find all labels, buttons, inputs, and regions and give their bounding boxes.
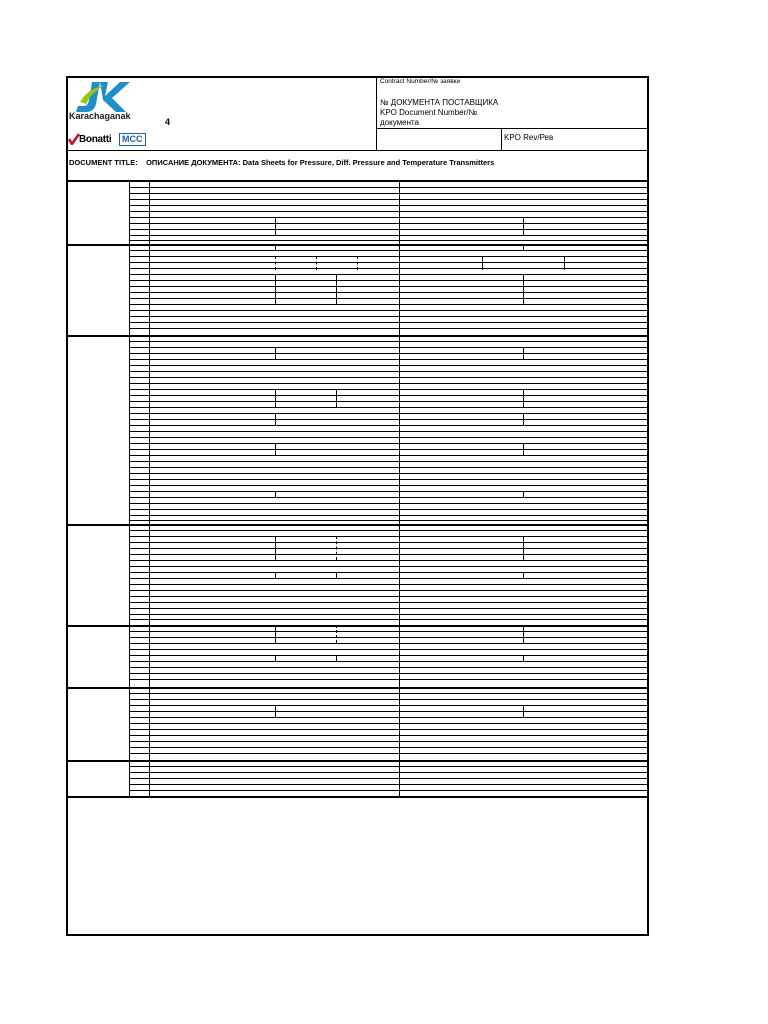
grid-row-line [129,347,648,348]
grid-row-line [129,443,648,444]
grid-column-line [275,274,276,304]
grid-column-line [275,256,276,270]
grid-row-line [129,286,648,287]
grid-row-line [129,717,648,718]
grid-row-line [129,566,648,567]
grid-row-line [129,353,648,354]
revision-number: 4 [165,117,171,127]
grid-column-line [523,217,524,235]
grid-row-line [129,503,648,504]
grid-column-line [482,256,483,270]
grid-row-line [129,619,648,620]
grid-column-line [523,572,524,578]
grid-row-line [129,655,648,656]
grid-row-line [129,223,648,224]
grid-column-line [275,413,276,425]
grid-row-line [129,413,648,414]
grid-column-line [336,536,337,560]
grid-column-line [523,536,524,560]
grid-row-line [129,766,648,767]
grid-row-line [129,602,648,603]
grid-column-line [275,347,276,359]
grid-row-line [129,310,648,311]
grid-row-line [129,608,648,609]
grid-row-line [129,747,648,748]
grid-row-line [129,304,648,305]
contractor-name: Bonatti [79,134,112,145]
grid-column-line [316,256,317,270]
grid-row-line [129,643,648,644]
grid-row-line [129,631,648,632]
grid-row-line [129,536,648,537]
grid-row-line [129,389,648,390]
grid-row-line [129,431,648,432]
grid-row-line [129,205,648,206]
grid-row-line [129,590,648,591]
grid-column-line [523,413,524,425]
grid-row-line [129,753,648,754]
grid-column-line [275,217,276,235]
grid-column-line [523,347,524,359]
grid-row-line [67,244,648,246]
grid-row-line [129,584,648,585]
grid-row-line [129,419,648,420]
grid-row-line [129,554,648,555]
grid-column-line [376,77,377,150]
grid-column-line [523,705,524,717]
grid-row-line [129,735,648,736]
grid-row-line [129,262,648,263]
grid-row-line [129,667,648,668]
grid-row-line [129,256,648,257]
grid-column-line [275,572,276,578]
grid-row-line [129,741,648,742]
grid-row-line [129,292,648,293]
grid-row-line [129,328,648,329]
grid-row-line [129,491,648,492]
grid-row-line [129,790,648,791]
grid-row-line [129,449,648,450]
grid-row-line [129,515,648,516]
grid-column-line [523,274,524,304]
grid-row-line [129,679,648,680]
grid-row-line [129,341,648,342]
grid-row-line [129,693,648,694]
grid-row-line [129,274,648,275]
grid-row-line [129,729,648,730]
grid-column-line [357,256,358,270]
grid-column-line [523,389,524,407]
grid-row-line [376,128,648,129]
grid-row-line [67,760,648,762]
grid-row-line [129,542,648,543]
grid-row-line [129,437,648,438]
grid-row-line [129,637,648,638]
grid-row-line [129,560,648,561]
grid-row-line [67,150,648,151]
grid-column-line [564,256,565,270]
grid-column-line [336,389,337,407]
grid-row-line [129,473,648,474]
grid-row-line [129,572,648,573]
grid-row-line [129,235,648,236]
grid-column-line [275,244,276,250]
grid-column-line [336,625,337,643]
grid-row-line [129,461,648,462]
grid-row-line [129,596,648,597]
grid-row-line [129,365,648,366]
grid-row-line [129,723,648,724]
grid-column-line [523,655,524,661]
grid-row-line [129,711,648,712]
grid-row-line [129,371,648,372]
grid-row-line [129,377,648,378]
grid-row-line [67,180,648,182]
grid-column-line [275,625,276,643]
grid-column-line [275,655,276,661]
grid-column-line [336,655,337,661]
grid-column-line [275,491,276,497]
grid-column-line [275,389,276,407]
grid-row-line [129,280,648,281]
grid-row-line [129,530,648,531]
grid-row-line [129,240,648,241]
grid-row-line [129,784,648,785]
grid-row-line [129,359,648,360]
grid-row-line [129,250,648,251]
kpo-doc-label: KPO Document Number/№ [380,108,478,117]
grid-row-line [129,322,648,323]
grid-column-line [523,491,524,497]
grid-row-line [129,401,648,402]
grid-row-line [129,187,648,188]
grid-row-line [129,649,648,650]
grid-row-line [129,578,648,579]
grid-row-line [129,199,648,200]
grid-column-line [523,244,524,250]
company-name: Karachaganak [69,111,131,121]
grid-row-line [129,520,648,521]
grid-row-line [67,335,648,337]
grid-row-line [129,497,648,498]
grid-row-line [129,217,648,218]
grid-row-line [129,383,648,384]
document-title-label: DOCUMENT TITLE: [69,158,138,167]
grid-row-line [129,509,648,510]
grid-row-line [129,211,648,212]
vendor-doc-label: № ДОКУМЕНТА ПОСТАВЩИКА [380,98,499,107]
document-title [69,158,494,167]
grid-row-line [129,268,648,269]
grid-row-line [129,772,648,773]
contractor-badge: MCC [119,133,146,146]
grid-row-line [129,425,648,426]
grid-row-line [129,699,648,700]
grid-column-line [523,625,524,643]
grid-row-line [129,467,648,468]
grid-column-line [523,443,524,455]
grid-row-line [129,193,648,194]
grid-row-line [129,395,648,396]
grid-column-line [275,536,276,560]
grid-row-line [129,316,648,317]
grid-row-line [67,524,648,526]
grid-row-line [129,673,648,674]
grid-row-line [129,705,648,706]
grid-row-line [129,407,648,408]
grid-row-line [129,485,648,486]
grid-row-line [67,796,648,798]
grid-row-line [129,229,648,230]
grid-row-line [67,625,648,627]
grid-column-line [501,128,502,150]
grid-row-line [129,298,648,299]
kpo-doc-label-2: документа [380,118,420,127]
grid-column-line [336,274,337,304]
grid-row-line [129,778,648,779]
grid-column-line [275,443,276,455]
grid-column-line [275,705,276,717]
contract-number-label: Contract Number/№ заявки [380,78,461,85]
kpo-rev-label: KPO Rev/Рев [504,133,554,142]
grid-row-line [129,455,648,456]
grid-row-line [129,479,648,480]
grid-row-line [129,548,648,549]
grid-row-line [67,687,648,689]
document-title-value: ОПИСАНИЕ ДОКУМЕНТА: Data Sheets for Pressure, Diff. Pressure and Temperature Transmitters [146,158,495,167]
grid-column-line [336,572,337,578]
grid-row-line [129,614,648,615]
grid-row-line [129,661,648,662]
